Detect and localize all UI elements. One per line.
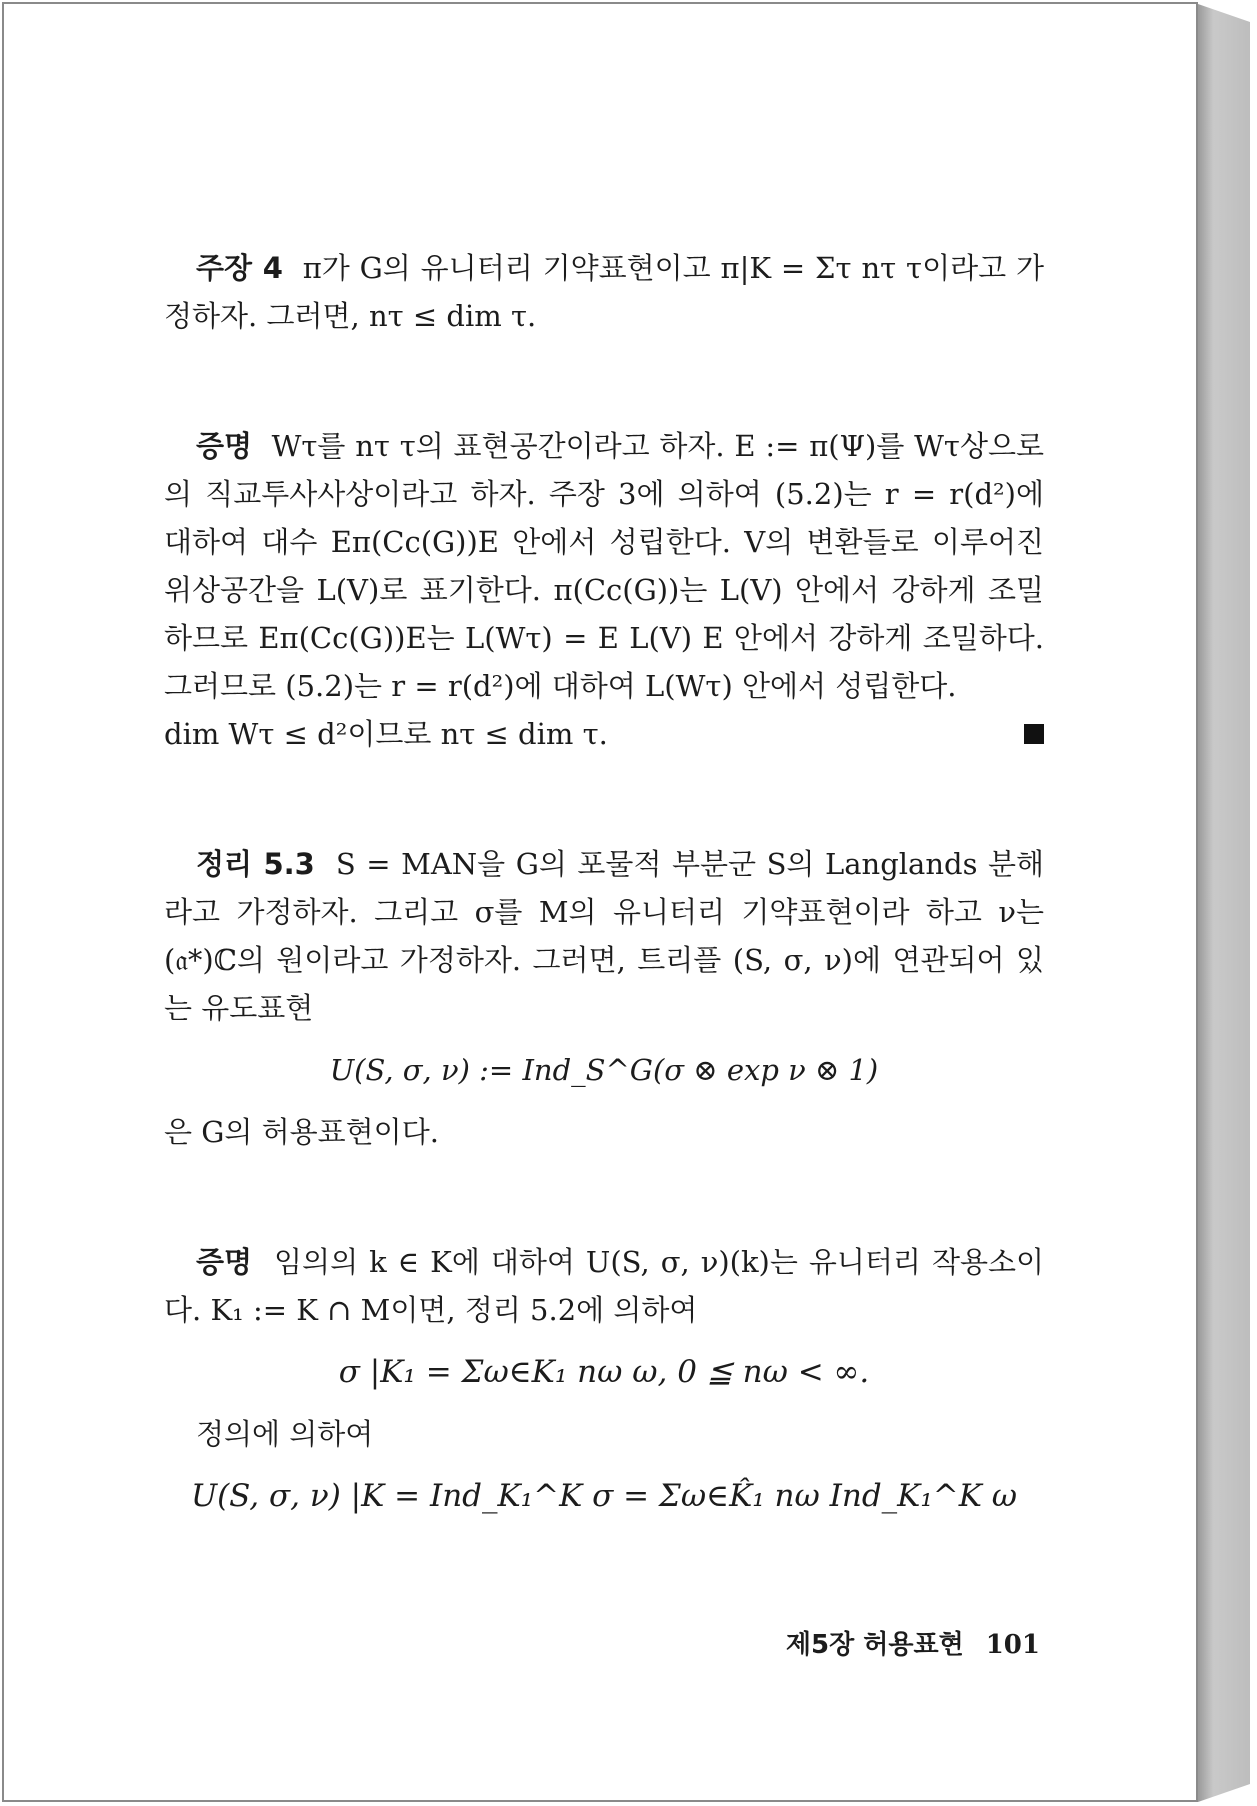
by-definition-text: 정의에 의하여 <box>196 1417 374 1451</box>
page-edge <box>1198 4 1250 1802</box>
theorem-heading: 정리 5.3 <box>196 847 315 881</box>
theorem-text: S = MAN을 G의 포물적 부분군 S의 Langlands 분해라고 가정하자. 그리고 σ를 M의 유니터리 기약표현이라 하고 ν는 (𝔞*)ℂ의 원이라고 가정하자. 그러면, 트리플 (S, σ, ν)에 연관되어 있는 유도표현 <box>164 847 1045 1025</box>
proof-1-text: Wτ를 nτ τ의 표현공간이라고 하자. E := π(Ψ)를 Wτ상으로의 직교투사사상이라고 하자. 주장 3에 의하여 (5.2)는 r = r(d²)에 대하여 대수 Eπ(Cc(G))E 안에서 성립한다. V의 변환들로 이루어진 위상공간을 L(V)로 표기한다. π(Cc(G))는 L(V) 안에서 강하게 조밀하므로 Eπ(Cc(G))E는 L(Wτ) = E L(V) E 안에서 강하게 조밀하다. 그러므로 (5.2)는 r = r(d²)에 대하여 L(Wτ) 안에서 성립한다. <box>164 429 1045 703</box>
induced-restriction-formula: U(S, σ, ν) |K = Ind_K₁^K σ = Σω∈K̂₁ nω Ind_K₁^K ω <box>190 1478 1018 1514</box>
proof-1-heading: 증명 <box>196 429 253 463</box>
theorem-conclusion: 은 G의 허용표현이다. <box>164 1115 439 1149</box>
claim-4-text: π가 G의 유니터리 기약표현이고 π|K = Στ nτ τ이라고 가정하자. 그러면, nτ ≤ dim τ. <box>164 251 1044 333</box>
proof-1 <box>164 422 1044 710</box>
proof-1-last-line <box>164 710 1044 758</box>
proof-2-heading: 증명 <box>196 1245 253 1279</box>
page <box>2 2 1198 1802</box>
proof-2-text: 임의의 k ∈ K에 대하여 U(S, σ, ν)(k)는 유니터리 작용소이다. K₁ := K ∩ M이면, 정리 5.2에 의하여 <box>164 1245 1044 1327</box>
claim-4 <box>164 244 1044 340</box>
proof-1-conclusion: dim Wτ ≤ d²이므로 nτ ≤ dim τ. <box>164 717 608 751</box>
theorem-formula: U(S, σ, ν) := Ind_S^G(σ ⊗ exp ν ⊗ 1) <box>329 1053 879 1087</box>
proof-2 <box>164 1238 1044 1334</box>
page-number: 101 <box>985 1630 1040 1660</box>
page-body <box>164 244 1044 1534</box>
restriction-formula: σ |K₁ = Σω∈K₁ nω ω, 0 ≦ nω < ∞. <box>338 1354 870 1390</box>
chapter-title: 제5장 허용표현 <box>785 1630 964 1660</box>
claim-4-heading: 주장 4 <box>196 251 283 285</box>
theorem-5-3 <box>164 840 1044 1032</box>
qed-square-icon <box>1024 724 1044 744</box>
running-footer <box>786 1624 1040 1661</box>
